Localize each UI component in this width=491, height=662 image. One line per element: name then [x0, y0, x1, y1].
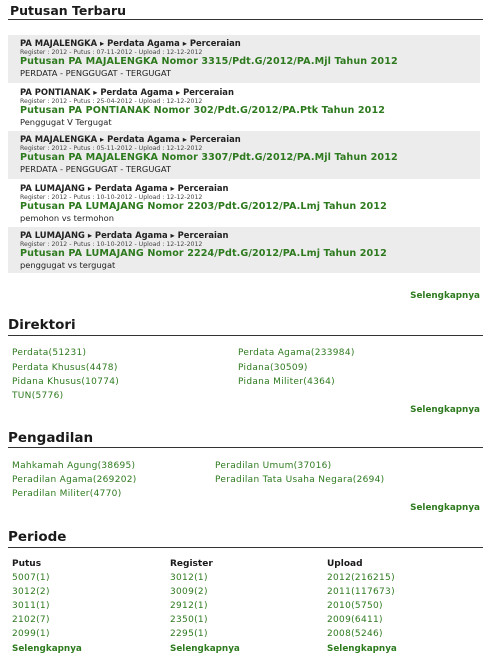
directory-link[interactable]: Perdata Khusus(4478): [12, 363, 118, 373]
section-title-pengadilan: Pengadilan: [8, 430, 94, 446]
more-link-putus[interactable]: Selengkapnya: [12, 644, 82, 654]
period-link-upload[interactable]: 2012(216215): [327, 573, 395, 583]
section-divider: [8, 335, 483, 336]
column-header-putus: Putus: [12, 559, 42, 569]
period-link-upload[interactable]: 2008(5246): [327, 629, 383, 639]
more-link-putusan[interactable]: Selengkapnya: [410, 291, 480, 301]
item-path[interactable]: PA MAJALENGKA ▸ Perdata Agama ▸ Perceraian: [20, 38, 241, 48]
directory-link[interactable]: Pidana Militer(4364): [238, 377, 335, 387]
period-link-upload[interactable]: 2009(6411): [327, 615, 383, 625]
court-link[interactable]: Mahkamah Agung(38695): [12, 461, 136, 471]
item-parties: pemohon vs termohon: [20, 213, 115, 223]
period-link-register[interactable]: 3012(1): [170, 573, 208, 583]
period-link-upload[interactable]: 2010(5750): [327, 601, 383, 611]
directory-link[interactable]: Perdata Agama(233984): [238, 348, 355, 358]
list-item[interactable]: [8, 180, 480, 226]
section-divider: [8, 447, 483, 448]
period-link-putus[interactable]: 5007(1): [12, 573, 50, 583]
column-header-upload: Upload: [327, 559, 363, 569]
directory-link[interactable]: Pidana Khusus(10774): [12, 377, 120, 387]
item-parties: Penggugat V Tergugat: [20, 117, 112, 127]
more-link-pengadilan[interactable]: Selengkapnya: [410, 503, 480, 513]
period-link-putus[interactable]: 3012(2): [12, 587, 50, 597]
directory-link[interactable]: TUN(5776): [12, 391, 64, 401]
period-link-register[interactable]: 2912(1): [170, 601, 208, 611]
period-link-register[interactable]: 2295(1): [170, 629, 208, 639]
more-link-register[interactable]: Selengkapnya: [170, 644, 240, 654]
item-meta: Register : 2012 - Putus : 07-11-2012 - Upload : 12-12-2012: [20, 49, 203, 56]
directory-link[interactable]: Pidana(30509): [238, 363, 308, 373]
item-parties: PERDATA - PENGGUGAT - TERGUGAT: [20, 68, 171, 78]
section-title-putusan-terbaru: Putusan Terbaru: [10, 3, 127, 18]
item-meta: Register : 2012 - Putus : 25-04-2012 - Upload : 12-12-2012: [20, 98, 203, 105]
period-link-register[interactable]: 3009(2): [170, 587, 208, 597]
period-link-putus[interactable]: 2102(7): [12, 615, 50, 625]
item-parties: penggugat vs tergugat: [20, 260, 116, 270]
item-parties: PERDATA - PENGGUGAT - TERGUGAT: [20, 164, 171, 174]
court-link[interactable]: Peradilan Tata Usaha Negara(2694): [215, 475, 385, 485]
column-header-register: Register: [170, 559, 213, 569]
court-link[interactable]: Peradilan Umum(37016): [215, 461, 332, 471]
list-item[interactable]: [8, 227, 480, 273]
item-meta: Register : 2012 - Putus : 10-10-2012 - Upload : 12-12-2012: [20, 241, 203, 248]
item-meta: Register : 2012 - Putus : 05-11-2012 - Upload : 12-12-2012: [20, 145, 203, 152]
court-link[interactable]: Peradilan Militer(4770): [12, 489, 122, 499]
section-title-periode: Periode: [8, 529, 67, 545]
item-meta: Register : 2012 - Putus : 10-10-2012 - Upload : 12-12-2012: [20, 194, 203, 201]
item-title-link[interactable]: Putusan PA MAJALENGKA Nomor 3315/Pdt.G/2012/PA.Mjl Tahun 2012: [20, 56, 398, 67]
item-path[interactable]: PA LUMAJANG ▸ Perdata Agama ▸ Perceraian: [20, 183, 229, 193]
item-title-link[interactable]: Putusan PA LUMAJANG Nomor 2224/Pdt.G/2012/PA.Lmj Tahun 2012: [20, 248, 387, 259]
item-path[interactable]: PA LUMAJANG ▸ Perdata Agama ▸ Perceraian: [20, 230, 229, 240]
section-divider: [8, 547, 483, 548]
directory-link[interactable]: Perdata(51231): [12, 348, 87, 358]
more-link-upload[interactable]: Selengkapnya: [327, 644, 397, 654]
list-item[interactable]: [8, 35, 480, 83]
court-link[interactable]: Peradilan Agama(269202): [12, 475, 137, 485]
section-title-direktori: Direktori: [8, 317, 76, 333]
period-link-putus[interactable]: 2099(1): [12, 629, 50, 639]
list-item[interactable]: [8, 84, 480, 130]
period-link-putus[interactable]: 3011(1): [12, 601, 50, 611]
item-title-link[interactable]: Putusan PA LUMAJANG Nomor 2203/Pdt.G/2012/PA.Lmj Tahun 2012: [20, 201, 387, 212]
period-link-upload[interactable]: 2011(117673): [327, 587, 395, 597]
section-divider: [8, 19, 483, 20]
item-title-link[interactable]: Putusan PA PONTIANAK Nomor 302/Pdt.G/2012/PA.Ptk Tahun 2012: [20, 105, 385, 116]
period-link-register[interactable]: 2350(1): [170, 615, 208, 625]
more-link-direktori[interactable]: Selengkapnya: [410, 405, 480, 415]
list-item[interactable]: [8, 131, 480, 179]
item-path[interactable]: PA MAJALENGKA ▸ Perdata Agama ▸ Perceraian: [20, 134, 241, 144]
item-path[interactable]: PA PONTIANAK ▸ Perdata Agama ▸ Perceraian: [20, 87, 234, 97]
item-title-link[interactable]: Putusan PA MAJALENGKA Nomor 3307/Pdt.G/2012/PA.Mjl Tahun 2012: [20, 152, 398, 163]
